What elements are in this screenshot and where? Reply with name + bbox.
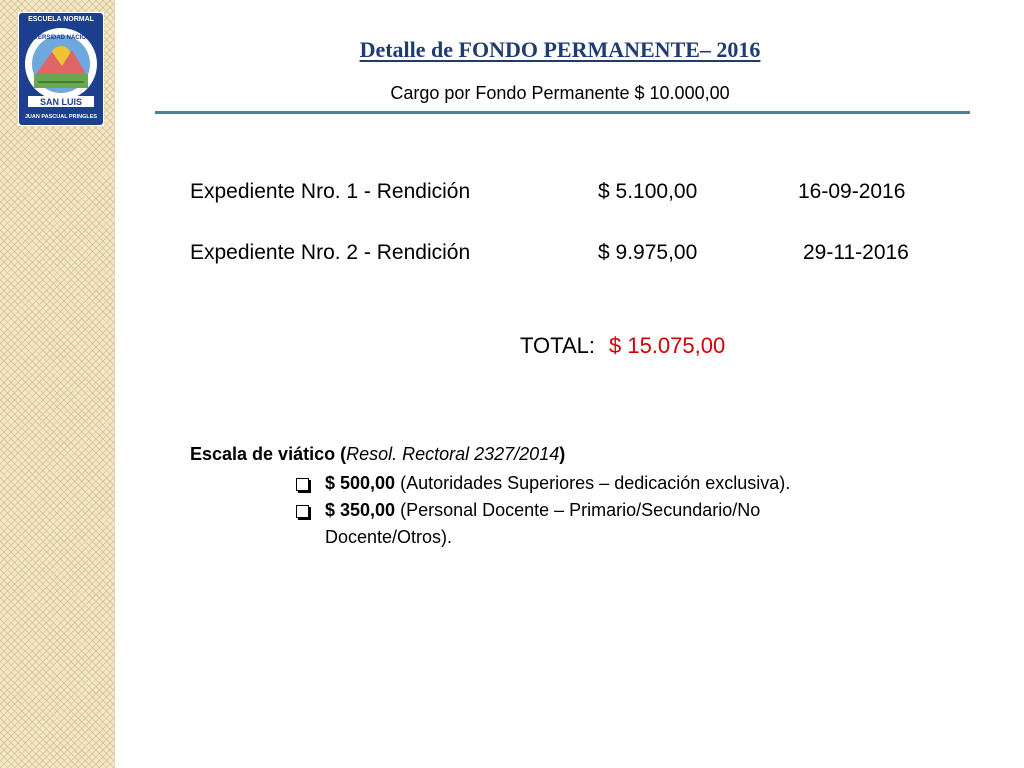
- school-logo: [18, 12, 104, 126]
- expediente-2-amount: $ 9.975,00: [598, 241, 698, 264]
- total-value: $ 15.075,00: [609, 333, 726, 358]
- expediente-2-date: 29-11-2016: [803, 241, 909, 264]
- title-divider: [155, 111, 970, 114]
- checkbox-bullet-icon: [296, 478, 309, 491]
- escala-item-2-continued: Docente/Otros).: [325, 527, 453, 547]
- escala-item-2: $ 350,00 (Personal Docente – Primario/Secundario/No: [325, 500, 761, 520]
- logo-city-text: SAN LUIS: [39, 97, 83, 107]
- expediente-2-label: Expediente Nro. 2 - Rendición: [190, 241, 471, 264]
- logo-top-text: ESCUELA NORMAL: [28, 16, 94, 23]
- total-label: TOTAL:: [520, 333, 595, 358]
- page-title: Detalle de FONDO PERMANENTE– 2016: [359, 37, 761, 62]
- page-subtitle: Cargo por Fondo Permanente $ 10.000,00: [390, 83, 730, 103]
- expediente-1-date: 16-09-2016: [798, 180, 906, 203]
- checkbox-bullet-icon: [296, 505, 309, 518]
- escala-item-1: $ 500,00 (Autoridades Superiores – dedicación exclusiva).: [325, 473, 791, 493]
- escala-resolution: Resol. Rectoral 2327/2014: [346, 444, 560, 464]
- expediente-1-label: Expediente Nro. 1 - Rendición: [190, 180, 471, 203]
- escala-heading: Escala de viático (Resol. Rectoral 2327/2014): [190, 444, 566, 464]
- expediente-1-amount: $ 5.100,00: [598, 180, 698, 203]
- logo-bottom-text: JUAN PASCUAL PRINGLES: [24, 114, 98, 120]
- logo-arc-text: UNIVERSIDAD NACIONAL: [23, 35, 99, 41]
